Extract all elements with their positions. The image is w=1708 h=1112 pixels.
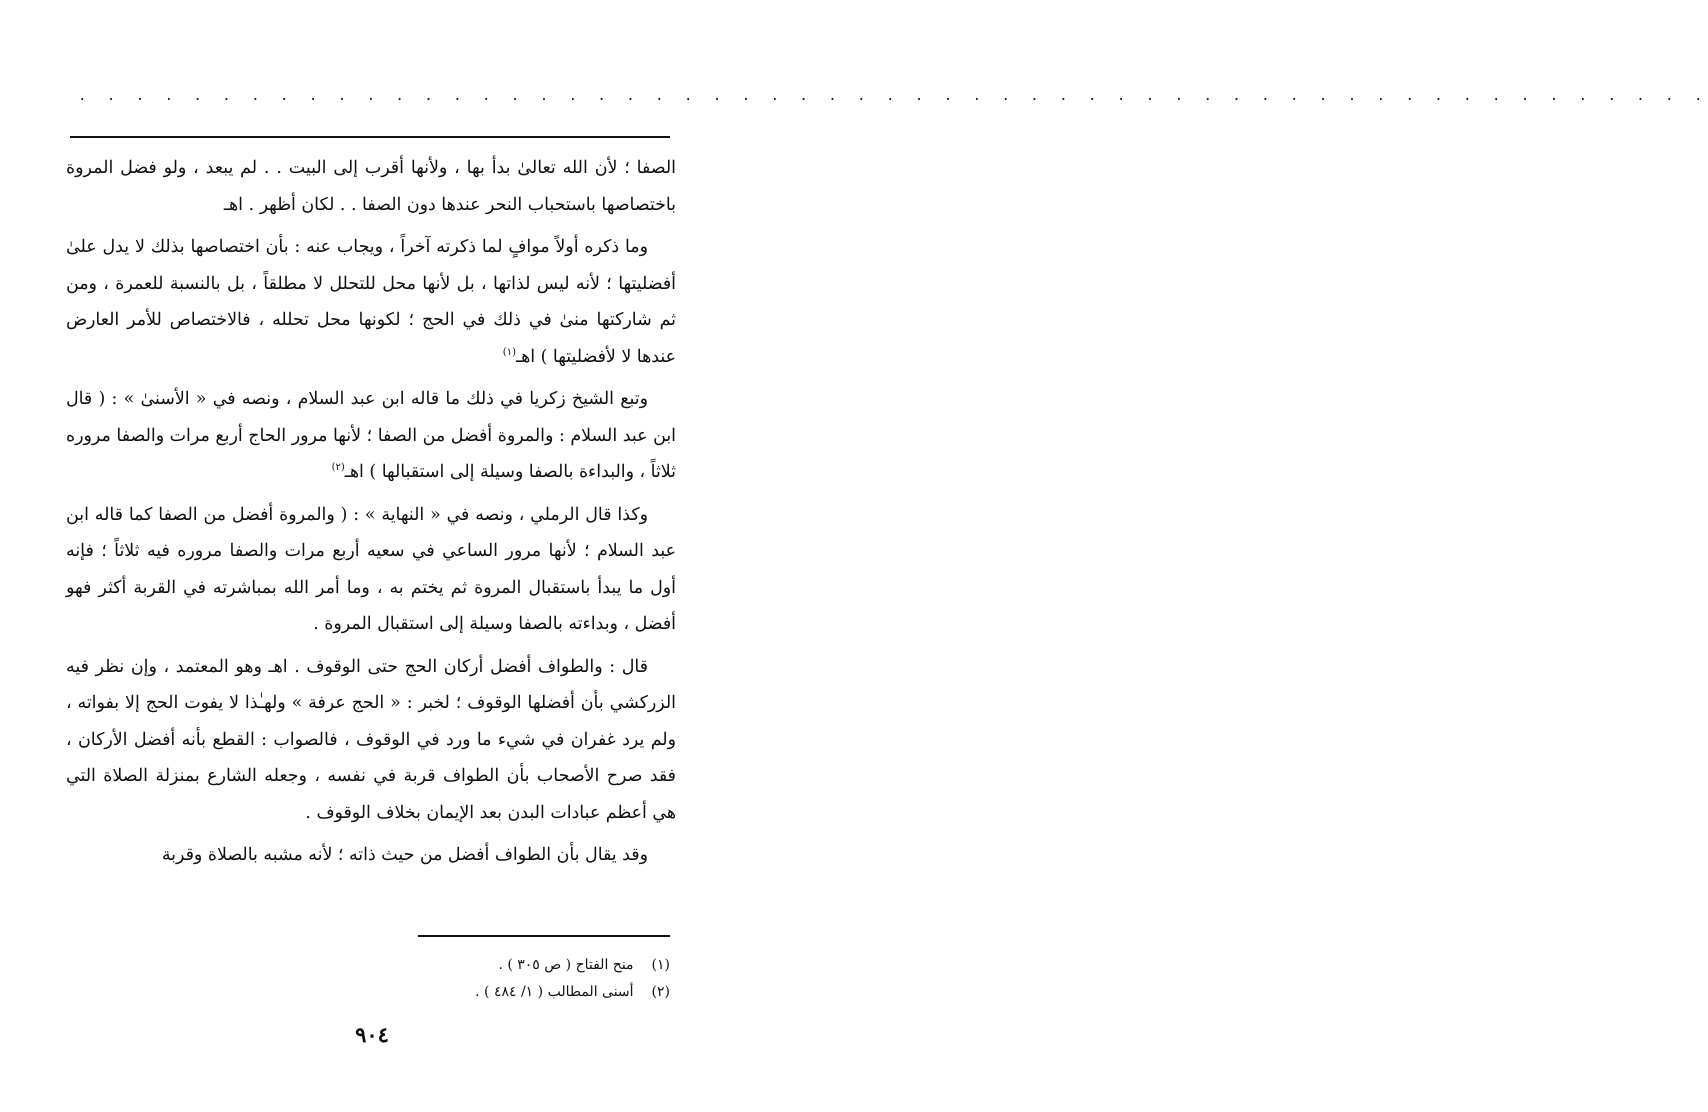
paragraph-3 xyxy=(66,381,676,491)
main-text xyxy=(66,150,676,880)
paragraph-1: الصفا ؛ لأن الله تعالىٰ بدأ بها ، ولأنها أقرب إلى البيت . . لم يبعد ، ولو فضل المروة باختصاصها باستحباب النحر عندها دون الصفا . . لكان أظهر . اهـ xyxy=(66,158,676,215)
footnote-text: أسنى المطالب ( ١/ ٤٨٤ ) . xyxy=(475,984,634,1000)
paragraph-5: قال : والطواف أفضل أركان الحج حتى الوقوف . اهـ وهو المعتمد ، وإن نظر فيه الزركشي بأن أفضلها الوقوف ؛ لخبر : « الحج عرفة » ولهـٰذا لا يفوت الحج إلا بفواته ، ولم يرد غفران في شيء ما ورد في الوقوف ، فالصواب : القطع بأنه أفضل الأركان ، فقد صرح الأصحاب بأن الطواف قربة في نفسه ، وجعله الشارع بمنزلة الصلاة التي هي أعظم عبادات البدن بعد الإيمان بخلاف الوقوف . xyxy=(66,656,676,823)
footnote-text: منح الفتاح ( ص ٣٠٥ ) . xyxy=(498,957,634,973)
paragraph-6: وقد يقال بأن الطواف أفضل من حيث ذاته ؛ لأنه مشبه بالصلاة وقربة xyxy=(161,845,648,865)
paragraph-2 xyxy=(66,229,676,375)
header-rule xyxy=(70,136,670,138)
footnote-item xyxy=(70,952,670,979)
paragraph-2-text: وما ذكره أولاً موافٍ لما ذكرته آخراً ، ويجاب عنه : بأن اختصاصها بذلك لا يدل علىٰ أفضليتها ؛ لأنه ليس لذاتها ، بل لأنها محل للتحلل لا مطلقاً ، بل بالنسبة للعمرة ، ومن ثم شاركتها منىٰ في ذلك في الحج ؛ لكونها محل تحلله ، فالاختصاص للأمر العارض عندها لا لأفضليتها ) اهـ xyxy=(66,237,676,367)
footnote-number: (٢) xyxy=(651,984,670,1000)
footnote-ref-1[interactable]: (١) xyxy=(502,346,516,358)
footnotes xyxy=(70,952,670,1006)
footnote-separator xyxy=(418,935,670,937)
footnote-item xyxy=(70,979,670,1006)
page-number: ٩٠٤ xyxy=(355,1022,389,1047)
paragraph-3-text: وتبع الشيخ زكريا في ذلك ما قاله ابن عبد السلام ، ونصه في « الأسنىٰ » : ( قال ابن عبد السلام : والمروة أفضل من الصفا ؛ لأنها مرور الحاج أربع مرات والصفا مروره ثلاثاً ، والبداءة بالصفا وسيلة إلى استقبالها ) اهـ xyxy=(66,389,676,482)
header-dotted-line: . . . . . . . . . . . . . . . . . . . . . . . . . . . . . . . . . . . . . . . . . . . . . . . . . . . . . . . . . xyxy=(78,88,1708,104)
footnote-ref-2[interactable]: (٢) xyxy=(331,462,345,474)
footnote-number: (١) xyxy=(651,957,670,973)
paragraph-4: وكذا قال الرملي ، ونصه في « النهاية » : ( والمروة أفضل من الصفا كما قاله ابن عبد السلام ؛ لأنها مرور الساعي في سعيه أربع مرات والصفا مروره فيه ثلاثاً ؛ فإنه أول ما يبدأ باستقبال المروة ثم يختم به ، وما أمر الله بمباشرته في القربة أكثر فهو أفضل ، وبداءته بالصفا وسيلة إلى استقبال المروة . xyxy=(66,504,676,634)
